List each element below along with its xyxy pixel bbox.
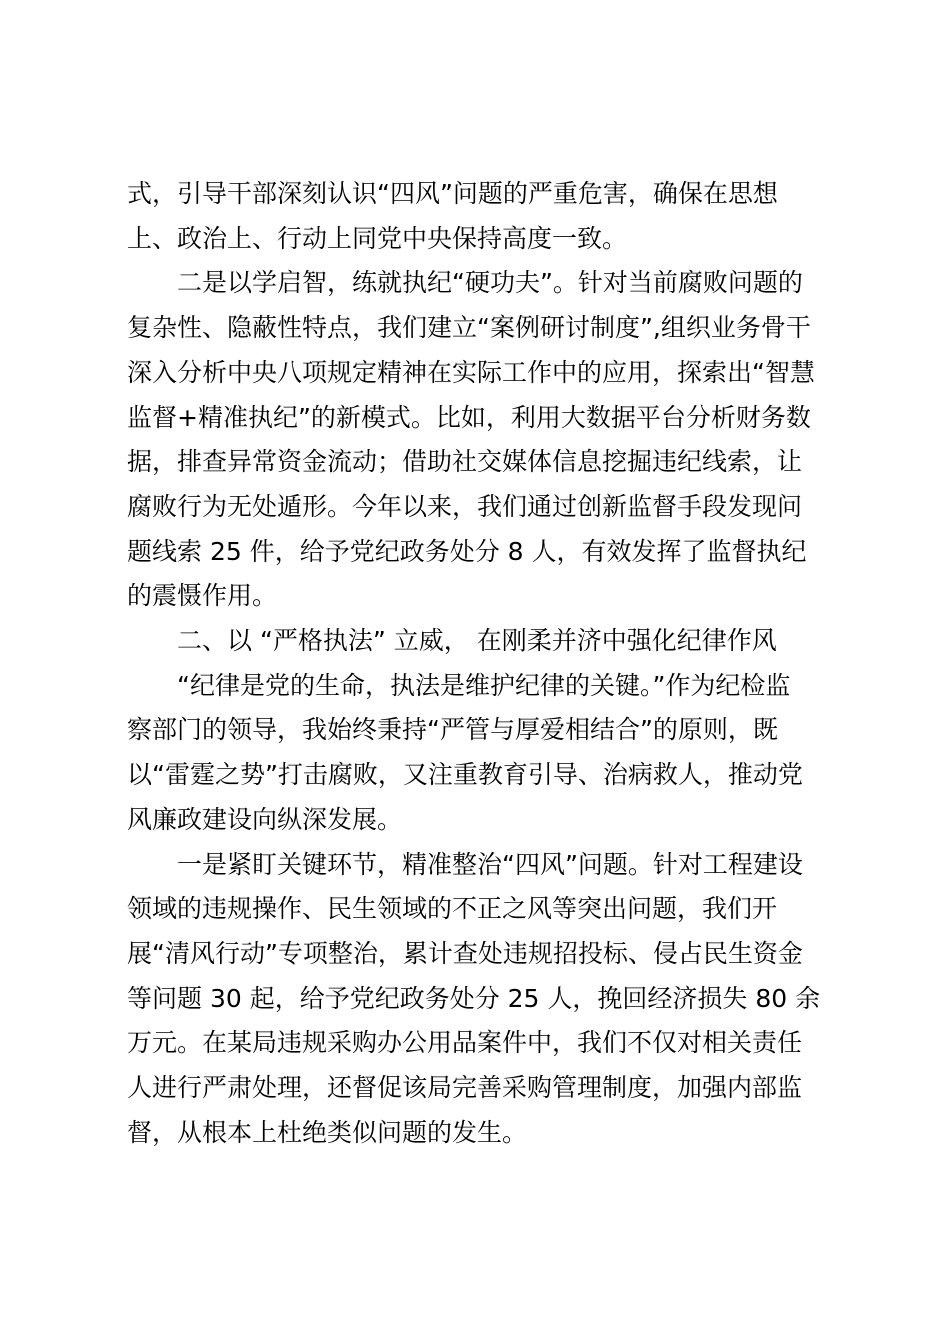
- text-line: 察部门的领导，我始终秉持“严管与厚爱相结合”的原则，既: [127, 715, 778, 745]
- text-line: 上、政治上、行动上同党中央保持高度一致。: [127, 223, 628, 253]
- text-line: 风廉政建设向纵深发展。: [127, 804, 403, 834]
- text-line: “纪律是党的生命，执法是维护纪律的关键。”作为纪检监: [177, 670, 791, 700]
- text-line: 领域的违规操作、民生领域的不正之风等突出问题，我们开: [127, 894, 778, 924]
- text-line: 式，引导干部深刻认识“四风”问题的严重危害，确保在思想: [127, 179, 778, 208]
- text-line: 监督+精准执纪”的新模式。比如，利用大数据平台分析财务数: [127, 402, 811, 432]
- text-line: 腐败行为无处遁形。今年以来，我们通过创新监督手段发现问: [127, 491, 803, 521]
- text-line: 深入分析中央八项规定精神在实际工作中的应用，探索出“智慧: [127, 357, 815, 387]
- text-line: 等问题 30 起，给予党纪政务处分 25 人，挽回经济损失 80 余: [127, 983, 821, 1013]
- section-heading: [127, 619, 837, 664]
- heading-line: 二、以 “严格执法” 立威， 在刚柔并济中强化纪律作风: [177, 626, 777, 656]
- text-line: 的震慑作用。: [127, 581, 278, 611]
- text-line: 人进行严肃处理，还督促该局完善采购管理制度，加强内部监: [127, 1073, 803, 1103]
- paragraph-discipline: [127, 664, 837, 843]
- text-line: 展“清风行动”专项整治，累计查处违规招投标、侵占民生资金: [127, 938, 803, 968]
- text-line: 二是以学启智，练就执纪“硬功夫”。针对当前腐败问题的: [177, 268, 803, 298]
- text-line: 题线索 25 件，给予党纪政务处分 8 人，有效发挥了监督执纪: [127, 536, 807, 566]
- text-line: 据，排查异常资金流动；借助社交媒体信息挖掘违纪线索，让: [127, 447, 803, 477]
- document-body: [127, 172, 837, 1155]
- text-line: 督，从根本上杜绝类似问题的发生。: [127, 1117, 528, 1147]
- paragraph-key-links: [127, 843, 837, 1156]
- text-line: 万元。在某局违规采购办公用品案件中，我们不仅对相关责任: [127, 1028, 803, 1058]
- paragraph-continuation: [127, 172, 837, 261]
- paragraph-study-wisdom: [127, 261, 837, 619]
- text-line: 以“雷霆之势”打击腐败，又注重教育引导、治病救人，推动党: [127, 760, 803, 790]
- text-line: 一是紧盯关键环节，精准整治“四风”问题。针对工程建设: [177, 849, 803, 879]
- text-line: 复杂性、隐蔽性特点，我们建立“案例研讨制度”,组织业务骨干: [127, 313, 811, 343]
